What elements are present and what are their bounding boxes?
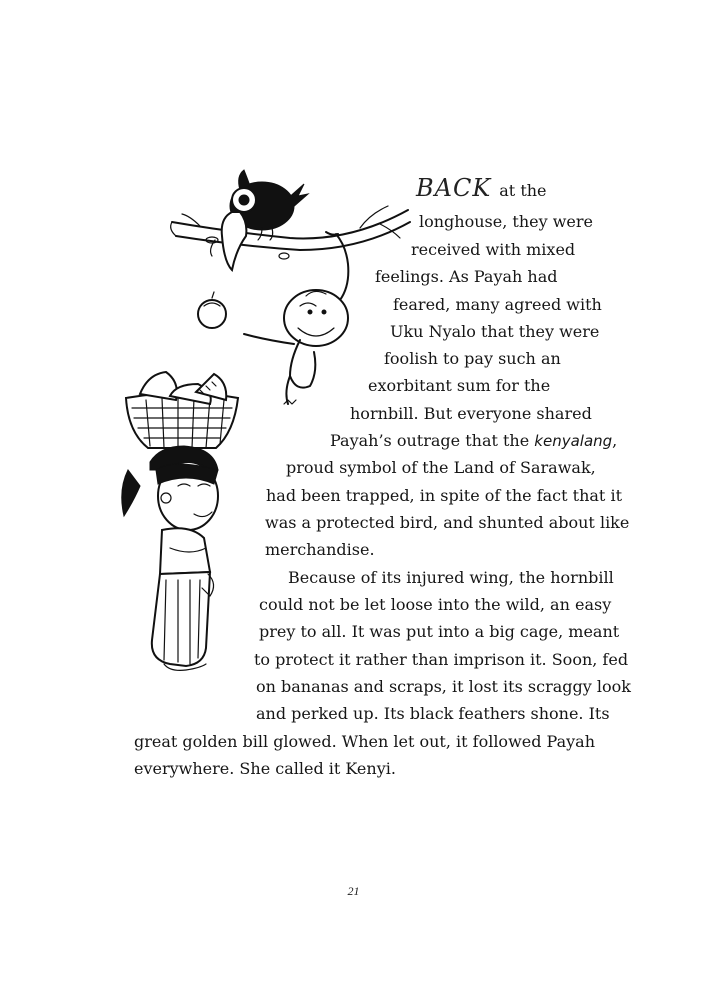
story-line-with-italic xyxy=(330,431,617,451)
story-line: feelings. As Payah had xyxy=(375,267,558,286)
story-line: was a protected bird, and shunted about like xyxy=(265,513,630,532)
story-line: could not be let loose into the wild, an easy xyxy=(259,595,612,614)
story-line: at the xyxy=(499,181,547,200)
story-line: received with mixed xyxy=(411,240,576,259)
story-line: exorbitant sum for the xyxy=(368,376,551,395)
drop-cap-line xyxy=(416,174,547,202)
italic-suffix: , xyxy=(612,431,618,450)
story-line: to protect it rather than imprison it. Soon, fed xyxy=(254,650,629,669)
story-line: on bananas and scraps, it lost its scraggy look xyxy=(256,677,631,696)
story-line: everywhere. She called it Kenyi. xyxy=(134,759,396,778)
story-line: feared, many agreed with xyxy=(393,295,602,314)
story-line: Because of its injured wing, the hornbill xyxy=(288,568,614,587)
italic-word: kenyalang xyxy=(534,432,613,450)
story-line: longhouse, they were xyxy=(419,212,593,231)
story-line: hornbill. But everyone shared xyxy=(350,404,592,423)
story-line: merchandise. xyxy=(265,540,375,559)
story-line: Payah’s outrage that the xyxy=(330,431,535,450)
story-line: Uku Nyalo that they were xyxy=(390,322,600,341)
story-line: great golden bill glowed. When let out, it followed Payah xyxy=(134,732,596,751)
page-number: 21 xyxy=(347,884,360,898)
story-line: prey to all. It was put into a big cage, meant xyxy=(259,622,620,641)
story-line: had been trapped, in spite of the fact that it xyxy=(266,486,622,505)
story-line: foolish to pay such an xyxy=(384,349,561,368)
story-line: and perked up. Its black feathers shone. Its xyxy=(256,704,610,723)
story-line: proud symbol of the Land of Sarawak, xyxy=(286,458,596,477)
drop-cap: BACK xyxy=(416,174,492,202)
